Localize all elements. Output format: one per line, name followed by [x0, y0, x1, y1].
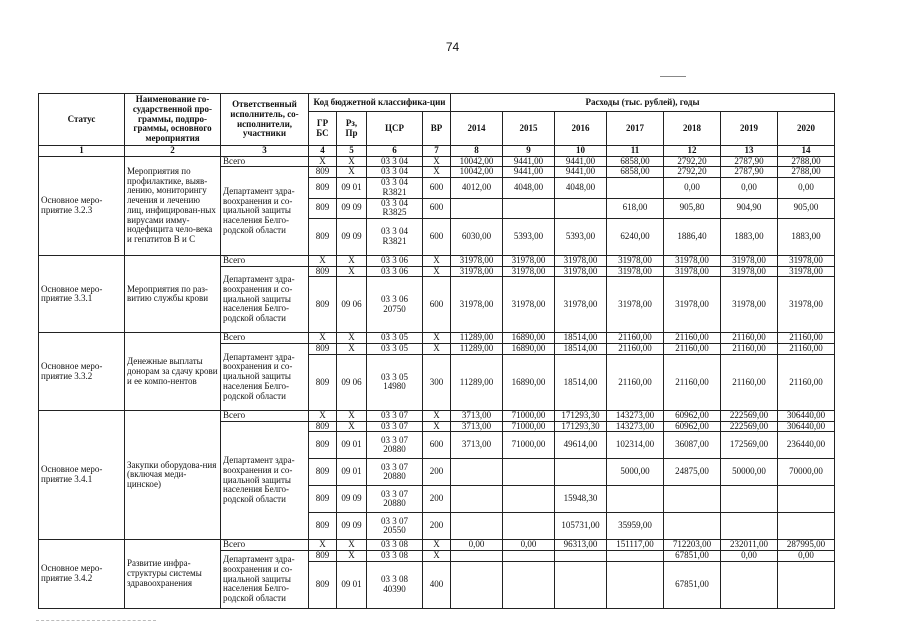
- column-index: 3: [221, 146, 309, 157]
- expense-cell: [451, 486, 503, 513]
- expense-cell: 712203,00: [664, 540, 721, 551]
- expense-cell: 4012,00: [451, 178, 503, 198]
- vr-cell: 300: [423, 354, 451, 410]
- expense-cell: 31978,00: [451, 266, 503, 277]
- expense-cell: 15948,30: [555, 486, 607, 513]
- executor-total-cell: Всего: [221, 156, 309, 167]
- expense-cell: 71000,00: [503, 410, 555, 421]
- grbs-cell: 809: [309, 432, 337, 459]
- expense-cell: 9441,00: [555, 156, 607, 167]
- expense-cell: [451, 561, 503, 608]
- header-year: 2015: [503, 112, 555, 146]
- expense-cell: 16890,00: [503, 354, 555, 410]
- expense-cell: 904,90: [721, 198, 778, 218]
- expense-cell: [721, 486, 778, 513]
- expense-cell: 11289,00: [451, 333, 503, 344]
- expense-cell: 31978,00: [664, 266, 721, 277]
- expense-cell: 10042,00: [451, 156, 503, 167]
- expense-cell: 31978,00: [778, 256, 835, 267]
- header-year: 2014: [451, 112, 503, 146]
- column-index: 12: [664, 146, 721, 157]
- expense-cell: 2788,00: [778, 167, 835, 178]
- csr-cell: 03 3 04 R3821: [367, 178, 423, 198]
- expense-cell: 31978,00: [607, 256, 664, 267]
- expense-cell: 222569,00: [721, 421, 778, 432]
- expense-cell: 71000,00: [503, 421, 555, 432]
- expense-cell: 618,00: [607, 198, 664, 218]
- vr-cell: X: [423, 421, 451, 432]
- header-rzpr: Рз, Пр: [337, 112, 367, 146]
- expense-cell: 36087,00: [664, 432, 721, 459]
- expense-cell: 67851,00: [664, 551, 721, 562]
- expense-cell: 60962,00: [664, 410, 721, 421]
- expense-cell: 6030,00: [451, 219, 503, 256]
- grbs-cell: 809: [309, 266, 337, 277]
- executor-total-cell: Всего: [221, 256, 309, 267]
- expense-cell: 222569,00: [721, 410, 778, 421]
- executor-cell: Департамент здра-воохранения и со-циальной защиты населения Белго-родской области: [221, 167, 309, 256]
- expense-cell: 105731,00: [555, 513, 607, 540]
- expense-cell: 6858,00: [607, 156, 664, 167]
- expense-cell: [451, 513, 503, 540]
- expense-cell: 31978,00: [555, 277, 607, 333]
- expense-cell: 31978,00: [721, 277, 778, 333]
- expense-cell: 0,00: [503, 540, 555, 551]
- expense-cell: [607, 551, 664, 562]
- expense-cell: 49614,00: [555, 432, 607, 459]
- expense-cell: 50000,00: [721, 459, 778, 486]
- vr-cell: X: [423, 344, 451, 355]
- grbs-cell: 809: [309, 551, 337, 562]
- vr-cell: X: [423, 540, 451, 551]
- expense-cell: [451, 459, 503, 486]
- executor-cell: Департамент здра-воохранения и со-циальной защиты населения Белго-родской области: [221, 421, 309, 540]
- status-cell: Основное меро-приятие 3.3.2: [39, 333, 125, 410]
- column-index: 14: [778, 146, 835, 157]
- csr-cell: 03 3 05: [367, 333, 423, 344]
- csr-cell: 03 3 07 20880: [367, 459, 423, 486]
- expense-cell: 151117,00: [607, 540, 664, 551]
- expense-cell: [778, 513, 835, 540]
- expense-cell: 143273,00: [607, 421, 664, 432]
- expense-cell: 16890,00: [503, 344, 555, 355]
- column-index-row: [39, 146, 835, 157]
- expense-cell: 4048,00: [555, 178, 607, 198]
- rzpr-cell: X: [337, 167, 367, 178]
- grbs-cell: 809: [309, 459, 337, 486]
- expense-cell: 3713,00: [451, 421, 503, 432]
- expense-cell: 31978,00: [721, 266, 778, 277]
- csr-cell: 03 3 08: [367, 551, 423, 562]
- grbs-cell: 809: [309, 277, 337, 333]
- expense-cell: 21160,00: [664, 344, 721, 355]
- expense-cell: 143273,00: [607, 410, 664, 421]
- expense-cell: [721, 513, 778, 540]
- expense-cell: 31978,00: [607, 266, 664, 277]
- expense-cell: [503, 513, 555, 540]
- expense-cell: [451, 198, 503, 218]
- expense-cell: 1886,40: [664, 219, 721, 256]
- status-cell: Основное меро-приятие 3.3.1: [39, 256, 125, 333]
- expense-cell: 18514,00: [555, 354, 607, 410]
- vr-cell: 600: [423, 178, 451, 198]
- executor-total-cell: Всего: [221, 410, 309, 421]
- header-csr: ЦСР: [367, 112, 423, 146]
- expense-cell: 3713,00: [451, 432, 503, 459]
- expense-cell: [721, 561, 778, 608]
- expense-cell: 0,00: [721, 178, 778, 198]
- expense-cell: 2792,20: [664, 156, 721, 167]
- expense-cell: 5393,00: [503, 219, 555, 256]
- vr-cell: 600: [423, 432, 451, 459]
- expense-cell: 18514,00: [555, 333, 607, 344]
- column-index: 4: [309, 146, 337, 157]
- column-index: 13: [721, 146, 778, 157]
- expense-cell: [664, 486, 721, 513]
- table-row: [39, 540, 835, 551]
- column-index: 9: [503, 146, 555, 157]
- grbs-cell: X: [309, 156, 337, 167]
- header-year: 2019: [721, 112, 778, 146]
- header-vr: ВР: [423, 112, 451, 146]
- rzpr-cell: X: [337, 156, 367, 167]
- expense-cell: 0,00: [778, 178, 835, 198]
- vr-cell: 200: [423, 513, 451, 540]
- status-cell: Основное меро-приятие 3.4.1: [39, 410, 125, 539]
- rzpr-cell: X: [337, 421, 367, 432]
- expense-cell: 70000,00: [778, 459, 835, 486]
- csr-cell: 03 3 07 20550: [367, 513, 423, 540]
- expense-cell: 21160,00: [664, 333, 721, 344]
- header-budget-code: Код бюджетной классифика-ции: [309, 94, 451, 112]
- grbs-cell: X: [309, 540, 337, 551]
- vr-cell: X: [423, 333, 451, 344]
- grbs-cell: 809: [309, 513, 337, 540]
- csr-cell: 03 3 05: [367, 344, 423, 355]
- csr-cell: 03 3 06: [367, 266, 423, 277]
- expense-cell: 1883,00: [721, 219, 778, 256]
- expense-cell: 21160,00: [721, 354, 778, 410]
- vr-cell: X: [423, 266, 451, 277]
- rzpr-cell: 09 09: [337, 198, 367, 218]
- expense-cell: [607, 561, 664, 608]
- rzpr-cell: 09 01: [337, 459, 367, 486]
- header-status: Статус: [39, 94, 125, 146]
- expense-cell: 21160,00: [664, 354, 721, 410]
- header-year: 2020: [778, 112, 835, 146]
- expense-cell: 67851,00: [664, 561, 721, 608]
- expense-cell: 0,00: [778, 551, 835, 562]
- vr-cell: 600: [423, 277, 451, 333]
- expense-cell: 16890,00: [503, 333, 555, 344]
- page-number: 74: [445, 40, 460, 54]
- expense-cell: 1883,00: [778, 219, 835, 256]
- table-row: [39, 410, 835, 421]
- vr-cell: 600: [423, 219, 451, 256]
- grbs-cell: 809: [309, 167, 337, 178]
- executor-cell: Департамент здра-воохранения и со-циальной защиты населения Белго-родской области: [221, 344, 309, 411]
- expense-cell: 5000,00: [607, 459, 664, 486]
- expense-cell: 2788,00: [778, 156, 835, 167]
- expense-cell: 31978,00: [778, 277, 835, 333]
- expense-cell: 0,00: [451, 540, 503, 551]
- column-index: 10: [555, 146, 607, 157]
- expense-cell: [778, 561, 835, 608]
- executor-total-cell: Всего: [221, 333, 309, 344]
- column-index: 8: [451, 146, 503, 157]
- csr-cell: 03 3 04: [367, 167, 423, 178]
- expense-cell: 31978,00: [607, 277, 664, 333]
- status-cell: Основное меро-приятие 3.4.2: [39, 540, 125, 608]
- rzpr-cell: X: [337, 333, 367, 344]
- expense-cell: 31978,00: [503, 277, 555, 333]
- column-index: 6: [367, 146, 423, 157]
- rzpr-cell: X: [337, 410, 367, 421]
- header-name: Наименование го-сударственной про-граммы, подпро-граммы, основного мероприятия: [125, 94, 221, 146]
- expense-cell: 172569,00: [721, 432, 778, 459]
- expense-cell: 171293,30: [555, 421, 607, 432]
- measure-name-cell: Мероприятия по раз-витию службы крови: [125, 256, 221, 333]
- csr-cell: 03 3 07 20880: [367, 486, 423, 513]
- rzpr-cell: X: [337, 540, 367, 551]
- expense-cell: 3713,00: [451, 410, 503, 421]
- measure-name-cell: Закупки оборудова-ния (включая меди-цинское): [125, 410, 221, 539]
- header-year: 2017: [607, 112, 664, 146]
- header-executor: Ответственный исполнитель, со-исполнители, участники: [221, 94, 309, 146]
- vr-cell: 200: [423, 459, 451, 486]
- csr-cell: 03 3 04 R3821: [367, 219, 423, 256]
- expense-cell: [503, 486, 555, 513]
- csr-cell: 03 3 04 R3825: [367, 198, 423, 218]
- header-grbs: ГР БС: [309, 112, 337, 146]
- expense-cell: [778, 486, 835, 513]
- expense-cell: 21160,00: [778, 344, 835, 355]
- expense-cell: 10042,00: [451, 167, 503, 178]
- executor-cell: Департамент здра-воохранения и со-циальной защиты населения Белго-родской области: [221, 266, 309, 333]
- expense-cell: [555, 561, 607, 608]
- expense-cell: 71000,00: [503, 432, 555, 459]
- expense-cell: 31978,00: [555, 266, 607, 277]
- expense-cell: 6240,00: [607, 219, 664, 256]
- table-row: [39, 156, 835, 167]
- rzpr-cell: 09 09: [337, 219, 367, 256]
- rzpr-cell: 09 06: [337, 354, 367, 410]
- vr-cell: X: [423, 410, 451, 421]
- rzpr-cell: X: [337, 256, 367, 267]
- expense-cell: 9441,00: [503, 156, 555, 167]
- table-body: [39, 156, 835, 608]
- expense-cell: 21160,00: [778, 333, 835, 344]
- executor-total-cell: Всего: [221, 540, 309, 551]
- executor-cell: Департамент здра-воохранения и со-циальной защиты населения Белго-родской области: [221, 551, 309, 609]
- expense-cell: 11289,00: [451, 354, 503, 410]
- expense-cell: 306440,00: [778, 410, 835, 421]
- expense-cell: 232011,00: [721, 540, 778, 551]
- grbs-cell: 809: [309, 486, 337, 513]
- expense-cell: 236440,00: [778, 432, 835, 459]
- column-index: 1: [39, 146, 125, 157]
- expense-cell: 21160,00: [607, 354, 664, 410]
- csr-cell: 03 3 04: [367, 156, 423, 167]
- rzpr-cell: 09 09: [337, 513, 367, 540]
- vr-cell: 400: [423, 561, 451, 608]
- header-expenses: Расходы (тыс. рублей), годы: [451, 94, 835, 112]
- pen-mark: [660, 76, 686, 77]
- grbs-cell: 809: [309, 198, 337, 218]
- rzpr-cell: 09 01: [337, 561, 367, 608]
- csr-cell: 03 3 06: [367, 256, 423, 267]
- expense-cell: 2787,90: [721, 156, 778, 167]
- expense-cell: [607, 178, 664, 198]
- column-index: 2: [125, 146, 221, 157]
- csr-cell: 03 3 07: [367, 410, 423, 421]
- column-index: 7: [423, 146, 451, 157]
- expense-cell: 9441,00: [503, 167, 555, 178]
- expense-cell: [607, 486, 664, 513]
- expense-cell: 171293,30: [555, 410, 607, 421]
- expense-cell: [503, 459, 555, 486]
- expense-cell: 21160,00: [607, 344, 664, 355]
- expense-cell: 6858,00: [607, 167, 664, 178]
- csr-cell: 03 3 05 14980: [367, 354, 423, 410]
- csr-cell: 03 3 08 40390: [367, 561, 423, 608]
- expense-cell: 21160,00: [721, 333, 778, 344]
- expense-cell: 0,00: [721, 551, 778, 562]
- expense-cell: 31978,00: [778, 266, 835, 277]
- scan-margin-line: [36, 620, 156, 621]
- vr-cell: X: [423, 256, 451, 267]
- expense-cell: 905,00: [778, 198, 835, 218]
- vr-cell: X: [423, 167, 451, 178]
- expense-cell: 21160,00: [607, 333, 664, 344]
- expense-cell: 31978,00: [664, 277, 721, 333]
- expense-cell: [555, 551, 607, 562]
- measure-name-cell: Развитие инфра-структуры системы здравоохранения: [125, 540, 221, 608]
- rzpr-cell: X: [337, 551, 367, 562]
- column-index: 5: [337, 146, 367, 157]
- expense-cell: 2792,20: [664, 167, 721, 178]
- grbs-cell: 809: [309, 421, 337, 432]
- column-index: 11: [607, 146, 664, 157]
- grbs-cell: X: [309, 410, 337, 421]
- csr-cell: 03 3 08: [367, 540, 423, 551]
- expense-cell: [555, 459, 607, 486]
- grbs-cell: X: [309, 333, 337, 344]
- grbs-cell: 809: [309, 561, 337, 608]
- grbs-cell: X: [309, 256, 337, 267]
- expense-cell: 102314,00: [607, 432, 664, 459]
- expense-cell: 21160,00: [721, 344, 778, 355]
- expense-cell: 287995,00: [778, 540, 835, 551]
- vr-cell: 600: [423, 198, 451, 218]
- expense-cell: 21160,00: [778, 354, 835, 410]
- rzpr-cell: 09 01: [337, 432, 367, 459]
- measure-name-cell: Денежные выплаты донорам за сдачу крови и ее компо-нентов: [125, 333, 221, 410]
- rzpr-cell: 09 01: [337, 178, 367, 198]
- expense-cell: 5393,00: [555, 219, 607, 256]
- expense-cell: [664, 513, 721, 540]
- csr-cell: 03 3 07: [367, 421, 423, 432]
- vr-cell: X: [423, 156, 451, 167]
- expense-cell: [503, 561, 555, 608]
- measure-name-cell: Мероприятия по профилактике, выяв-лению, мониторингу лечения и лечению лиц, инфицирован-ных вирусами имму-нодефицита чело-века и гепатитов В и С: [125, 156, 221, 255]
- expense-cell: 9441,00: [555, 167, 607, 178]
- grbs-cell: 809: [309, 354, 337, 410]
- csr-cell: 03 3 06 20750: [367, 277, 423, 333]
- expense-cell: 31978,00: [451, 256, 503, 267]
- expense-cell: 35959,00: [607, 513, 664, 540]
- expense-cell: 60962,00: [664, 421, 721, 432]
- expense-cell: 31978,00: [503, 256, 555, 267]
- expense-cell: 905,80: [664, 198, 721, 218]
- grbs-cell: 809: [309, 219, 337, 256]
- expense-cell: 24875,00: [664, 459, 721, 486]
- expense-cell: [555, 198, 607, 218]
- csr-cell: 03 3 07 20880: [367, 432, 423, 459]
- expense-cell: 96313,00: [555, 540, 607, 551]
- expense-cell: 2787,90: [721, 167, 778, 178]
- expense-cell: 4048,00: [503, 178, 555, 198]
- header-year: 2016: [555, 112, 607, 146]
- expense-cell: [503, 551, 555, 562]
- rzpr-cell: X: [337, 344, 367, 355]
- header-year: 2018: [664, 112, 721, 146]
- expense-cell: 18514,00: [555, 344, 607, 355]
- expense-cell: 0,00: [664, 178, 721, 198]
- expense-cell: [451, 551, 503, 562]
- rzpr-cell: X: [337, 266, 367, 277]
- grbs-cell: 809: [309, 178, 337, 198]
- vr-cell: 200: [423, 486, 451, 513]
- expense-cell: 31978,00: [451, 277, 503, 333]
- grbs-cell: 809: [309, 344, 337, 355]
- rzpr-cell: 09 09: [337, 486, 367, 513]
- expense-cell: 31978,00: [555, 256, 607, 267]
- expense-cell: 11289,00: [451, 344, 503, 355]
- expense-cell: 306440,00: [778, 421, 835, 432]
- rzpr-cell: 09 06: [337, 277, 367, 333]
- status-cell: Основное меро-приятие 3.2.3: [39, 156, 125, 255]
- expense-cell: 31978,00: [503, 266, 555, 277]
- expense-cell: 31978,00: [721, 256, 778, 267]
- expense-cell: 31978,00: [664, 256, 721, 267]
- table-row: [39, 333, 835, 344]
- vr-cell: X: [423, 551, 451, 562]
- expense-cell: [503, 198, 555, 218]
- budget-expenses-table: [38, 93, 835, 609]
- table-row: [39, 256, 835, 267]
